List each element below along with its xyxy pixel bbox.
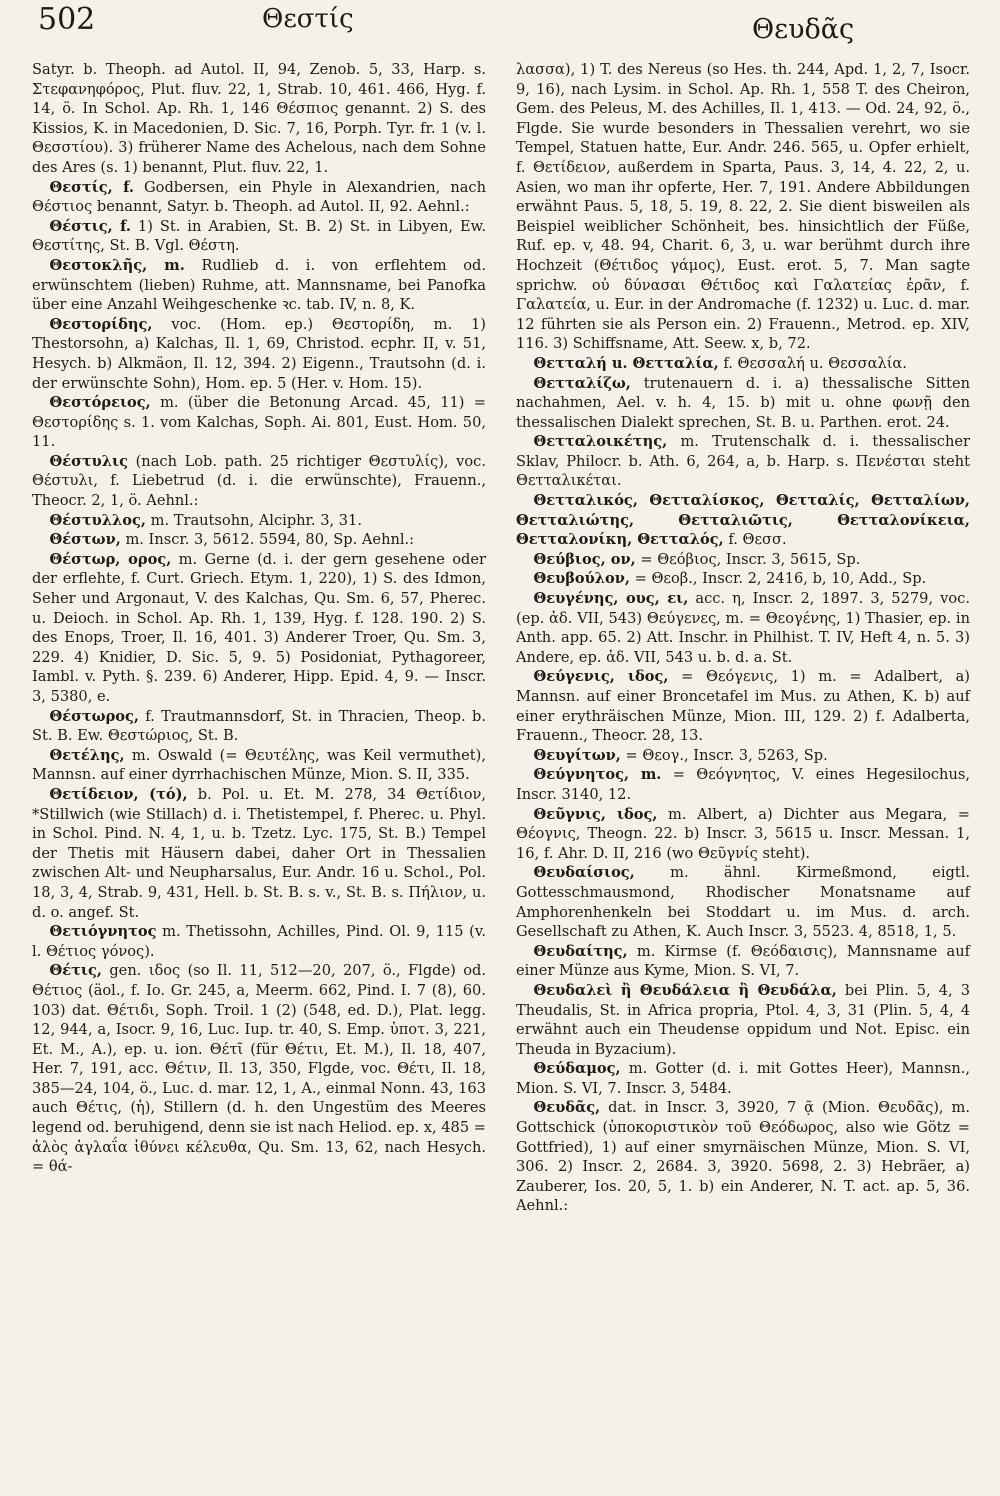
entry-text: = Θεόβιος, Inscr. 3, 5615, Sp.: [640, 550, 861, 568]
entry-headword: Θεστόρειος,: [49, 394, 151, 412]
dictionary-entry: [516, 374, 970, 433]
dictionary-entry: [32, 785, 486, 922]
dictionary-entry: [516, 354, 970, 374]
dictionary-entry: [516, 491, 970, 550]
dictionary-entry: [32, 530, 486, 550]
dictionary-entry: [32, 178, 486, 217]
running-headword-right: Θευδᾶς: [752, 14, 855, 45]
dictionary-entry: [32, 511, 486, 531]
dictionary-entry: [516, 569, 970, 589]
entry-text: f. Θεσσαλή u. Θεσσαλία.: [723, 354, 907, 372]
dictionary-entry: [516, 1098, 970, 1216]
entry-text: m. Trutenschalk d. i. thessalischer Sklav, Philocr. b. Ath. 6, 264, a, b. Harp. s. Πενέσται steht Θετταλικέται.: [516, 433, 970, 490]
dictionary-entry: [516, 1059, 970, 1098]
entry-headword: Θεστοκλῆς, m.: [49, 256, 185, 274]
left-column: [32, 60, 486, 1216]
entry-text: m. Oswald (= Θευτέλης, was Keil vermuthet), Mannsn. auf einer dyrrhachischen Münze, Mion. S. II, 335.: [32, 746, 486, 784]
entry-headword: Θευδαίτης,: [533, 942, 628, 960]
entry-text: b. Pol. u. Et. M. 278, 34 Θετίδιον, *Stillwich (wie Stillach) d. i. Thetistempel, f. Pherec. u. Phyl. in Schol. Pind. N. 4, 1, u. b. Tzetz. Lyc. 175, St. B.) Tempel der Thetis mit Häusern dabei, daher Ort in Thessalien zwischen Alt- und Neupharsalus, Eur. Andr. 16 u. Schol., Pol. 18, 3, 4, Strab. 9, 431, Hell. b. St. B. s. v., St. B. s. Πήλιον, u. d. o. angef. St.: [32, 785, 486, 921]
entry-headword: Θεστίς, f.: [49, 178, 134, 196]
dictionary-entry: [516, 432, 970, 491]
entry-text: m. Albert, a) Dichter aus Megara, = Θέογνις, Theogn. 22. b) Inscr. 3, 5615 u. Inscr. Messan. 1, 16, f. Ahr. D. II, 216 (wo Θεῦγνίς steht).: [516, 805, 971, 862]
entry-text: 1) St. in Arabien, St. B. 2) St. in Libyen, Ew. Θεστίτης, St. B. Vgl. Θέστη.: [32, 217, 487, 255]
dictionary-entry: [516, 981, 970, 1059]
entry-text: voc. (Hom. ep.) Θεστορίδη, m. 1) Thestorsohn, a) Kalchas, Il. 1, 69, Christod. ecphr. II, v. 51, Hesych. b) Alkmäon, Il. 12, 394. 2) Eigenn., Trautsohn (d. i. der erwünschte Sohn), Hom. ep. 5 (Her. v. Hom. 15).: [32, 315, 487, 392]
entry-headword: Θέστυλλος,: [49, 511, 146, 529]
entry-headword: Θευδαίσιος,: [533, 864, 635, 882]
entry-headword: Θέστυλις: [49, 452, 128, 470]
entry-headword: Θευδαλεὶ ἢ Θευδάλεια ἢ Θευδάλα,: [533, 981, 837, 999]
dictionary-entry: [516, 746, 970, 766]
running-headword-left: Θεστίς: [262, 4, 354, 34]
dictionary-entry: [32, 315, 486, 393]
entry-headword: Θέστις, f.: [49, 217, 131, 235]
entry-headword: Θέτις,: [49, 962, 102, 980]
entry-text: m. Trautsohn, Alciphr. 3, 31.: [150, 511, 362, 529]
dictionary-entry: [32, 550, 486, 707]
entry-text: m. Gotter (d. i. mit Gottes Heer), Mannsn., Mion. S. VI, 7. Inscr. 3, 5484.: [516, 1060, 970, 1097]
dictionary-entry: [516, 765, 970, 804]
dictionary-entry: [516, 589, 970, 667]
entry-text: m. (über die Betonung Arcad. 45, 11) = Θεστορίδης s. 1. vom Kalchas, Soph. Ai. 801, Eust. Hom. 50, 11.: [32, 394, 487, 451]
entry-headword: Θευγίτων,: [533, 746, 621, 764]
dictionary-entry: [32, 452, 486, 511]
entry-headword: Θέστων,: [49, 531, 121, 549]
entry-text: (nach Lob. path. 25 richtiger Θεστυλίς), voc. Θέστυλι, f. Liebetrud (d. i. die erwünschte), Frauenn., Theocr. 2, 1, ö. Aehnl.:: [32, 452, 486, 510]
entry-text: = Θεόγνητος, V. eines Hegesilochus, Inscr. 3140, 12.: [516, 766, 970, 803]
entry-text: = Θεογ., Inscr. 3, 5263, Sp.: [625, 746, 828, 764]
entry-headword: Θετταλοικέτης,: [533, 433, 668, 451]
entry-headword: Θετέλης,: [49, 746, 125, 764]
dictionary-entry: [32, 217, 486, 256]
entry-headword: Θεύγενις, ιδος,: [533, 668, 669, 686]
entry-headword: Θεύγνητος, m.: [533, 766, 662, 784]
entry-text: Satyr. b. Theoph. ad Autol. II, 94, Zenob. 5, 33, Harp. s. Στεφανηφόρος, Plut. fluv. 22, 1, Strab. 10, 461. 466, Hyg. f. 14, ö. In Schol. Ap. Rh. 1, 146 Θέσπιος genannt. 2) S. des Kissios, K. in Macedonien, D. Sic. 7, 16, Porph. Tyr. fr. 1 (v. l. Θεσστίου). 3) früherer Name des Achelous, nach dem Sohne des Ares (s. 1) benannt, Plut. fluv. 22, 1.: [32, 61, 486, 176]
entry-text: Rudlieb d. i. von erflehtem od. erwünschtem (lieben) Ruhme, att. Mannsname, bei Panofka über eine Anzahl Weihgeschenke ꝛc. tab. IV, n. 8, K.: [32, 256, 487, 314]
entry-headword: Θετταλίζω,: [533, 374, 631, 392]
entry-headword: Θετταλικός, Θετταλίσκος, Θετταλίς, Θετταλίων, Θετταλιώτης, Θετταλιῶτις, Θετταλονίκεια, Θετταλονίκη, Θετταλός,: [516, 492, 970, 549]
dictionary-entry: [32, 393, 486, 452]
entry-headword: Θέστωρ, ορος,: [49, 550, 172, 568]
dictionary-entry: [32, 707, 486, 746]
right-column: [516, 60, 970, 1216]
dictionary-entry: [32, 60, 486, 178]
entry-headword: Θεύδαμος,: [533, 1060, 621, 1078]
entry-text: λασσα), 1) T. des Nereus (so Hes. th. 244, Apd. 1, 2, 7, Isocr. 9, 16), nach Lysim. in Schol. Ap. Rh. 1, 558 T. des Cheiron, Gem. des Peleus, M. des Achilles, Il. 1, 413. — Od. 24, 92, ö., Flgde. Sie wurde besonders in Thessalien verehrt, wo sie Tempel, Statuen hatte, Eur. Andr. 246. 565, u. Opfer erhielt, f. Θετίδειον, außerdem in Sparta, Paus. 3, 14, 4. 22, 2, u. Asien, wo man ihr opferte, Her. 7, 191. Andere Abbildungen erwähnt Paus. 5, 18, 5. 19, 8. 22, 2. Sie dient bisweilen als Beispiel weiblicher Schönheit, bes. hinsichtlich der Füße, Ruf. ep. v, 48. 94, Charit. 6, 3, u. war berühmt durch ihre Hochzeit (Θέτιδος γάμος), Eust. erot. 5, 7. Man sagte sprichw. οὐ δύνασαι Θέτιδος καὶ Γαλατείας ἐρᾶν, f. Γαλατεία, u. Eur. in der Andromache (f. 1232) u. Luc. d. mar. 12 führten sie als Person ein. 2) Frauenn., Metrod. ep. XIV, 116. 3) Schiffsname, Att. Seew. x, b, 72.: [516, 61, 970, 353]
entry-headword: Θετίδειον, (τό),: [49, 785, 188, 803]
entry-text: dat. in Inscr. 3, 3920, 7 ᾷ (Mion. Θευδᾶς), m. Gottschick (ὑποκοριστικὸν τοῦ Θεόδωρος, also wie Götz = Gottfried), 1) auf einer smyrnäischen Münze, Mion. S. VI, 306. 2) Inscr. 2, 2684. 3, 3920. 5698, 2. 3) Hebräer, a) Zauberer, Ios. 20, 5, 1. b) ein Anderer, N. T. act. ap. 5, 36. Aehnl.:: [516, 1099, 970, 1215]
entry-text: m. Thetissohn, Achilles, Pind. Ol. 9, 115 (v. l. Θέτιος γόνος).: [32, 923, 487, 960]
entry-headword: Θευγένης, ους, ει,: [533, 590, 689, 608]
entry-text: m. ähnl. Kirmeßmond, eigtl. Gottesschmausmond, Rhodischer Monatsname auf Amphorenhenkeln bei Stoddart u. im Mus. d. arch. Gesellschaft zu Athen, K. Auch Inscr. 3, 5523. 4, 8518, 1, 5.: [516, 864, 971, 941]
entry-text: m. Inscr. 3, 5612. 5594, 80, Sp. Aehnl.:: [125, 531, 415, 549]
dictionary-entry: [32, 256, 486, 315]
entry-headword: Θέστωρος,: [49, 707, 139, 725]
entry-text: acc. η, Inscr. 2, 1897. 3, 5279, voc. (ep. ἀδ. VII, 543) Θεύγενες, m. = Θεογένης, 1) Thasier, ep. in Anth. app. 65. 2) Att. Inschr. in Philhist. T. IV, Heft 4, n. 5. 3) Andere, ep. ἀδ. VII, 543 u. b. d. a. St.: [516, 590, 970, 666]
dictionary-entry: [516, 942, 970, 981]
dictionary-entry: [32, 961, 486, 1177]
entry-text: gen. ιδος (so Il. 11, 512—20, 207, ö., Flgde) od. Θέτιος (äol., f. Io. Gr. 245, a, Meerm. 662, Pind. I. 7 (8), 60. 103) dat. Θέτιδι, Soph. Troil. 1 (2) (548, ed. D.), Plat. legg. 12, 944, a, Isocr. 9, 16, Luc. Iup. tr. 40, S. Emp. ὑποτ. 3, 221, Et. M., A.), ep. u. ion. Θέτῖ (für Θέτιι, Et. M.), Il. 18, 407, Her. 7, 191, acc. Θέτιν, Il. 13, 350, Flgde, voc. Θέτι, Il. 18, 385—24, 104, ö., Luc. d. mar. 12, 1, A., einmal Nonn. 43, 163 auch Θέτις, (ἡ), Stillern (d. h. den Ungestüm des Meeres legend od. beruhigend, denn sie ist nach Heliod. ep. x, 485 = ἁλὸς ἀγλαΐα ἰθύνει κέλευθα, Qu. Sm. 13, 62, nach Hesych. = θά-: [32, 962, 486, 1176]
dictionary-entry: [516, 667, 970, 745]
dictionary-entry: [516, 805, 970, 864]
entry-headword: Θεστορίδης,: [49, 315, 153, 333]
entry-headword: Θεύβιος, ον,: [533, 550, 636, 568]
entry-headword: Θεῦγνις, ιδος,: [533, 805, 658, 823]
entry-text: = Θεοβ., Inscr. 2, 2416, b, 10, Add., Sp.: [634, 570, 927, 588]
entry-headword: Θευβούλον,: [533, 570, 630, 588]
entry-headword: Θετιόγνητος: [49, 923, 157, 941]
entry-text: trutenauern d. i. a) thessalische Sitten nachahmen, Ael. v. h. 4, 15. b) mit u. ohne φωνῇ den thessalischen Dialekt sprechen, St. B. u. Parthen. erot. 24.: [516, 374, 971, 431]
dictionary-entry: [516, 550, 970, 570]
page-header: [32, 0, 970, 60]
entry-headword: Θετταλή u. Θετταλία,: [533, 354, 719, 372]
text-columns: [32, 60, 970, 1216]
entry-text: f. Trautmannsdorf, St. in Thracien, Theop. b. St. B. Ew. Θεστώριος, St. B.: [32, 707, 486, 745]
entry-text: m. Gerne (d. i. der gern gesehene oder der erflehte, f. Curt. Griech. Etym. 1, 220), 1) S. des Idmon, Seher und Argonaut, V. des Kalchas, Qu. Sm. 6, 57, Pherec. u. Deioch. in Schol. Ap. Rh. 1, 139, Hyg. f. 128. 190. 2) S. des Enops, Troer, Il. 16, 401. 3) Anderer Troer, Qu. Sm. 3, 229. 4) Knidier, D. Sic. 5, 9. 5) Posidoniat, Pythagoreer, Iambl. v. Pyth. §. 239. 6) Anderer, Hipp. Epid. 4, 9. — Inscr. 3, 5380, e.: [32, 550, 486, 705]
dictionary-entry: [32, 922, 486, 961]
dictionary-entry: [516, 863, 970, 941]
entry-text: Godbersen, ein Phyle in Alexandrien, nach Θέστιος benannt, Satyr. b. Theoph. ad Autol. II, 92. Aehnl.:: [32, 178, 486, 216]
entry-text: f. Θεσσ.: [728, 531, 787, 549]
entry-text: m. Kirmse (f. Θεόδαισις), Mannsname auf einer Münze aus Kyme, Mion. S. VI, 7.: [516, 942, 970, 980]
page-number: 502: [38, 2, 96, 37]
dictionary-entry: [516, 60, 970, 354]
entry-headword: Θευδᾶς,: [533, 1099, 601, 1117]
entry-text: bei Plin. 5, 4, 3 Theudalis, St. in Africa propria, Ptol. 4, 3, 31 (Plin. 5, 4, 4 erwähnt auch ein Theudense oppidum und Not. Episc. ein Theuda in Byzacium).: [516, 981, 970, 1058]
dictionary-entry: [32, 746, 486, 785]
entry-text: = Θεόγενις, 1) m. = Adalbert, a) Mannsn. auf einer Broncetafel im Mus. zu Athen, K. b) auf einer erythräischen Münze, Mion. III, 129. 2) f. Adalberta, Frauenn., Theocr. 28, 13.: [516, 668, 970, 745]
